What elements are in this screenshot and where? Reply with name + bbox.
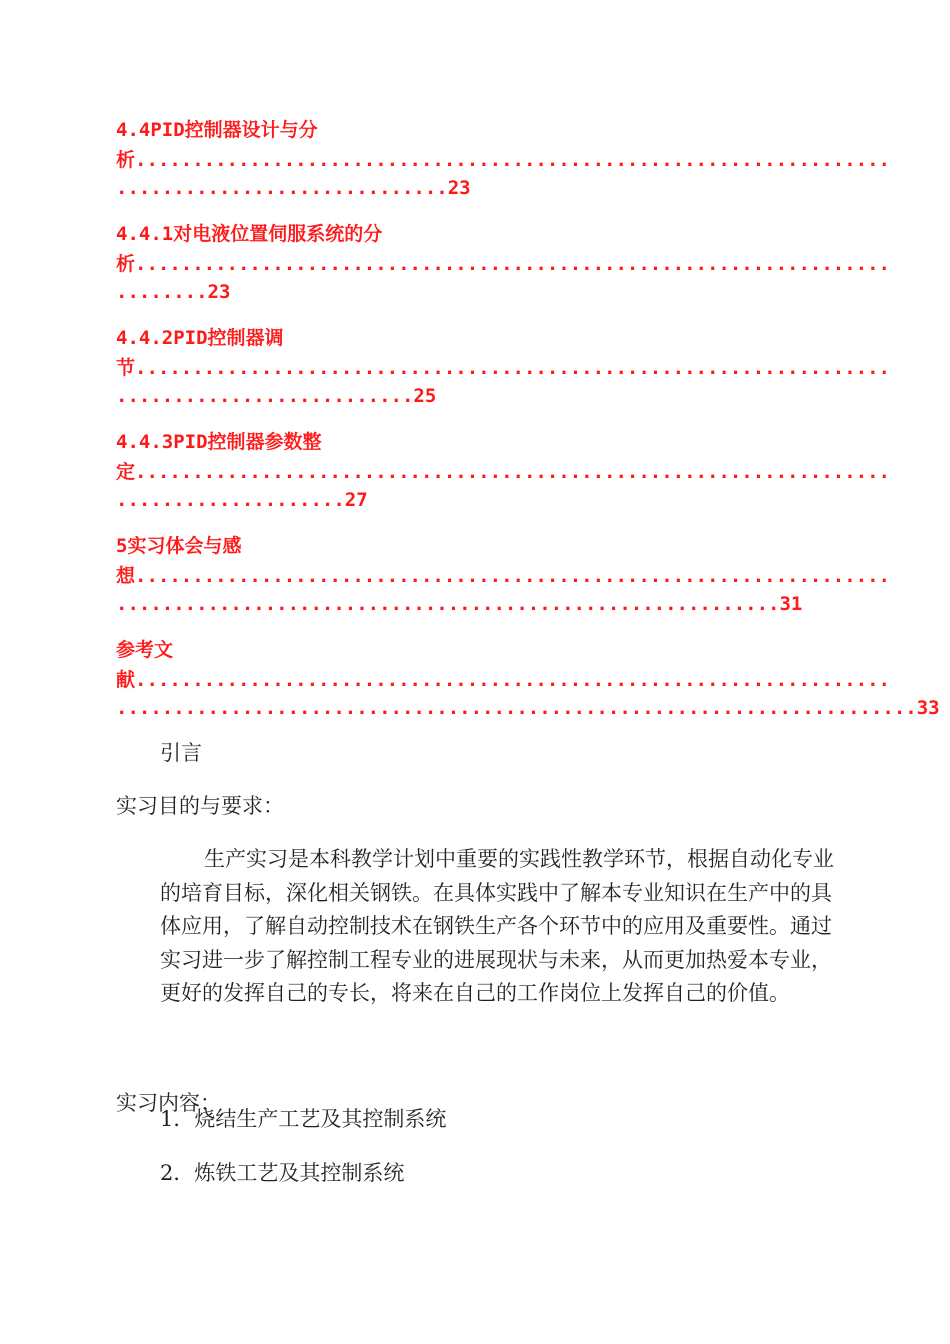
toc-leader: .................................................................. bbox=[135, 461, 890, 483]
toc-leader: .................................................................. bbox=[135, 149, 890, 171]
goal-paragraph bbox=[116, 843, 836, 1011]
toc-leader: .................... bbox=[116, 489, 345, 511]
toc-leader: .................................................................. bbox=[135, 253, 890, 275]
toc-leader: .................................................................. bbox=[135, 565, 890, 587]
toc-leader: .......................... bbox=[116, 385, 414, 407]
toc-title-cont: 定 bbox=[116, 461, 136, 483]
toc-leader: .......................................................... bbox=[116, 593, 780, 615]
toc-leader: ............................. bbox=[116, 177, 448, 199]
list-item: 1．烧结生产工艺及其控制系统 bbox=[160, 1107, 447, 1131]
toc-title-cont: 析 bbox=[116, 149, 136, 171]
toc-title-cont: 想 bbox=[116, 565, 136, 587]
toc-title: 5实习体会与感 bbox=[116, 535, 242, 557]
paragraph-line: 的培育目标，深化相关钢铁。在具体实践中了解本专业知识在生产中的具 bbox=[160, 880, 832, 905]
toc-page-number: 27 bbox=[344, 489, 368, 511]
toc-title: 4.4.2PID控制器调 bbox=[116, 327, 284, 349]
toc-page-number: 25 bbox=[413, 385, 437, 407]
paragraph-line: 更好的发挥自己的专长，将来在自己的工作岗位上发挥自己的价值。 bbox=[160, 981, 790, 1005]
paragraph-line: 实习进一步了解控制工程专业的进展现状与未来，从而更加热爱本专业， bbox=[160, 947, 832, 972]
paragraph-line: 体应用，了解自动控制技术在钢铁生产各个环节中的应用及重要性。通过 bbox=[160, 914, 832, 938]
toc-leader: ........ bbox=[116, 281, 208, 303]
toc-title: 参考文 bbox=[116, 639, 174, 661]
toc-leader: .................................................................. bbox=[135, 357, 890, 379]
paragraph-line: 生产实习是本科教学计划中重要的实践性教学环节，根据自动化专业 bbox=[204, 847, 834, 871]
toc-title-cont: 献 bbox=[116, 669, 136, 691]
goal-heading: 实习目的与要求： bbox=[116, 794, 284, 818]
toc-title: 4.4.3PID控制器参数整 bbox=[116, 431, 322, 453]
toc-page-number: 31 bbox=[779, 593, 803, 615]
toc-title: 4.4PID控制器设计与分 bbox=[116, 119, 318, 141]
toc-page-number: 33 bbox=[916, 697, 940, 719]
toc-leader: .................................................................. bbox=[135, 669, 890, 691]
toc-leader: ...................................................................... bbox=[116, 697, 917, 719]
intro-heading: 引言 bbox=[160, 741, 202, 765]
content-heading: 实习内容： bbox=[116, 1091, 221, 1115]
toc-title: 4.4.1对电液位置伺服系统的分 bbox=[116, 223, 383, 245]
toc-page-number: 23 bbox=[447, 177, 471, 199]
toc-title-cont: 析 bbox=[116, 253, 136, 275]
toc-title-cont: 节 bbox=[116, 357, 136, 379]
list-item: 2．炼铁工艺及其控制系统 bbox=[160, 1161, 405, 1185]
toc-page-number: 23 bbox=[207, 281, 231, 303]
